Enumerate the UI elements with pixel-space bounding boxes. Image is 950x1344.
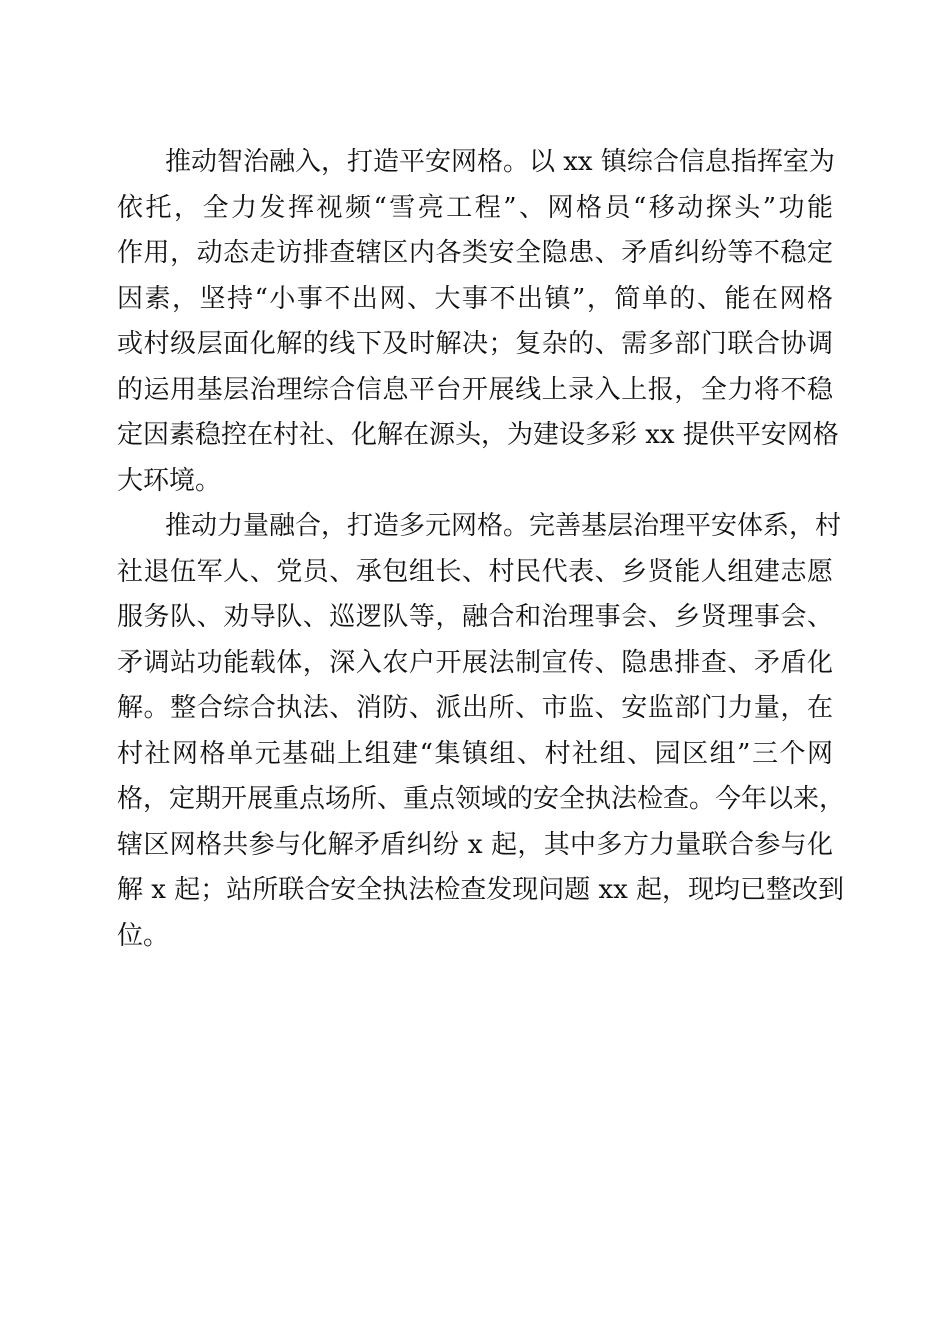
- paragraph-line: 依托，全力发挥视频“雪亮工程”、网格员“移动探头”功能: [117, 192, 833, 223]
- paragraph-line: 社退伍军人、党员、承包组长、村民代表、乡贤能人组建志愿: [117, 556, 833, 587]
- paragraph-line: 或村级层面化解的线下及时解决；复杂的、需多部门联合协调: [117, 329, 833, 359]
- document-body: [117, 140, 846, 959]
- paragraph-line: 作用，动态走访排查辖区内各类安全隐患、矛盾纠纷等不稳定: [117, 238, 833, 268]
- paragraph-smart-governance: [117, 140, 839, 504]
- paragraph-line: 定因素稳控在村社、化解在源头，为建设多彩 xx 提供平安网格: [117, 420, 839, 450]
- paragraph-line: 位。: [117, 920, 170, 951]
- paragraph-line: 辖区网格共参与化解矛盾纠纷 x 起，其中多方力量联合参与化: [117, 829, 833, 860]
- paragraph-line: 格，定期开展重点场所、重点领域的安全执法检查。今年以来，: [117, 784, 846, 814]
- paragraph-line: 服务队、劝导队、巡逻队等，融合和治理事会、乡贤理事会、: [117, 602, 833, 632]
- paragraph-line: 的运用基层治理综合信息平台开展线上录入上报，全力将不稳: [117, 374, 833, 405]
- paragraph-line: 解。整合综合执法、消防、派出所、市监、安监部门力量，在: [117, 693, 833, 723]
- paragraph-line: 因素，坚持“小事不出网、大事不出镇”，简单的、能在网格: [117, 283, 833, 314]
- paragraph-line: 推动力量融合，打造多元网格。完善基层治理平安体系，村: [165, 511, 842, 541]
- paragraph-force-integration: [117, 504, 846, 959]
- paragraph-line: 推动智治融入，打造平安网格。以 xx 镇综合信息指挥室为: [165, 147, 835, 177]
- paragraph-line: 村社网格单元基础上组建“集镇组、村社组、园区组”三个网: [117, 738, 833, 769]
- paragraph-line: 矛调站功能载体，深入农户开展法制宣传、隐患排查、矛盾化: [117, 647, 833, 678]
- paragraph-line: 大环境。: [117, 465, 222, 496]
- paragraph-line: 解 x 起；站所联合安全执法检查发现问题 xx 起，现均已整改到: [117, 875, 845, 905]
